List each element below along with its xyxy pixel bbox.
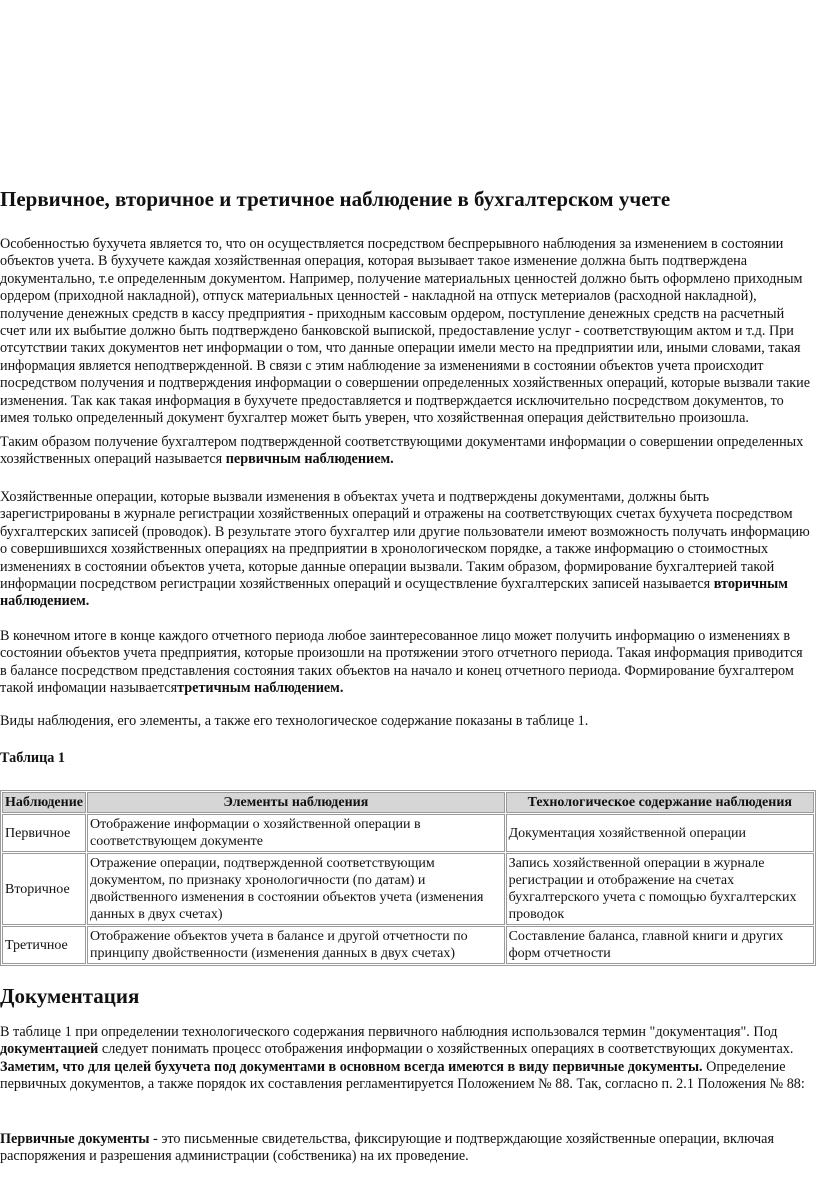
table-cell: Документация хозяйственной операции xyxy=(506,814,814,852)
documentation-term: документацией xyxy=(0,1041,99,1058)
table-cell: Запись хозяйственной операции в журнале регистрации и отображение на счетах бухгалтерского учета с помощью бухгалтерских проводок xyxy=(506,853,814,925)
tertiary-observation-term: третичным наблюдением. xyxy=(177,680,344,697)
primary-observation-text: Таким образом получение бухгалтером подтвержденной соответствующими документами информации о совершении определенных хозяйственных операций называется xyxy=(0,434,804,468)
table-cell: Отражение операции, подтвержденной соответствующим документом, по признаку хронологичности (по датам) и двойственного изменения в состоянии объектов учета (изменения данных в двух счетах) xyxy=(87,853,505,925)
table-row xyxy=(2,814,814,852)
documentation-paragraph xyxy=(0,1024,812,1094)
table-header-cell: Элементы наблюдения xyxy=(87,792,505,813)
secondary-observation-paragraph xyxy=(0,489,812,611)
table-cell: Отображение информации о хозяйственной операции в соответствующем документе xyxy=(87,814,505,852)
table-header-cell: Технологическое содержание наблюдения xyxy=(506,792,814,813)
intro-paragraph: Особенностью бухучета является то, что он осуществляется посредством беспрерывного наблюдения за изменением в состоянии объектов учета. В бухучете каждая хозяйственная операция, которая вызывает такое изменение должна быть подтверждена документально, т.е определенным документом. Например, получение материальных ценностей должно быть оформлено приходным ордером (приходной накладной), отпуск материальных ценностей - накладной на отпуск метериалов (расходной накладной), получение денежных средств в кассу предприятия - приходным кассовым ордером, поступление денежных средств на расчетный счет или их выбытие должно быть подтверждено банковской выпиской, предоставление услуг - соответствующим актом и т.д. При отсутствии таких документов нет информации о том, что данные операции имели место на предприятии или, иными словами, такая информация является неподтвержденной. В связи с этим наблюдение за изменениями в состоянии объектов учета происходит посредством получения и подтверждения информации о совершении определенных хозяйственных операций, которые вызвали такие изменения. Так как такая информация в бухучете предоставляется и подтверждается исключительно посредством документов, то имея только определенный документ бухгалтер может быть уверен, что хозяйственная операция действительно произошла. xyxy=(0,236,811,427)
table-header-cell: Наблюдение xyxy=(2,792,86,813)
observation-table xyxy=(0,790,816,966)
documentation-note: Заметим, что для целей бухучета под документами в основном всегда имеются в виду первичные документы. xyxy=(0,1058,703,1075)
table-row xyxy=(2,926,814,964)
table-cell: Третичное xyxy=(2,926,86,964)
table-cell: Первичное xyxy=(2,814,86,852)
page-title: Первичное, вторичное и третичное наблюдение в бухгалтерском учете xyxy=(0,187,671,211)
table-cell: Отображение объектов учета в балансе и другой отчетности по принципу двойственности (изменения данных в двух счетах) xyxy=(87,926,505,964)
secondary-observation-text: Хозяйственные операции, которые вызвали изменения в объектах учета и подтверждены документами, должны быть зарегистрированы в журнале регистрации хозяйственных операций и отражены на соответствующих счетах бухучета посредством бухгалтерских записей (проводок). В результате этого бухгалтер или другие пользователи имеют возможность получать информацию о совершившихся хозяйственных операциях на предприятии в хронологическом порядке, а также информацию о стоимостных изменениях в состоянии объектов учета, которые данные операции вызвали. Таким образом, формирование бухгалтерией такой информации посредством регистрации хозяйственных операций и осуществление бухгалтерских записей называется xyxy=(0,489,810,593)
table-row xyxy=(2,853,814,925)
table-cell: Вторичное xyxy=(2,853,86,925)
primary-documents-term: Первичные документы xyxy=(0,1131,150,1147)
primary-documents-text: - это письменные свидетельства, фиксирующие и подтверждающие хозяйственные операции, включая распоряжения и разрешения администрации (собственика) на их проведение. xyxy=(0,1131,774,1165)
primary-observation-paragraph xyxy=(0,434,812,469)
table-label: Таблица 1 xyxy=(0,750,65,766)
documentation-text: Определение первичных документов, а также порядок их составления регламентируется Положением № 88. Так, согласно п. 2.1 Положения № 88: xyxy=(0,1058,805,1093)
table-cell: Составление баланса, главной книги и других форм отчетности xyxy=(506,926,814,964)
table-intro-paragraph: Виды наблюдения, его элементы, а также его технологическое содержание показаны в таблице 1. xyxy=(0,713,589,729)
secondary-observation-term: вторичным наблюдением. xyxy=(0,576,788,610)
documentation-text: следует понимать процесс отображения информации о хозяйственных операциях в соответствующих документах. xyxy=(98,1041,794,1058)
table-header-row xyxy=(2,792,814,813)
primary-observation-term: первичным наблюдением. xyxy=(225,451,394,468)
section-title: Документация xyxy=(0,984,140,1008)
tertiary-observation-paragraph xyxy=(0,628,812,698)
tertiary-observation-text: В конечном итоге в конце каждого отчетного периода любое заинтересованное лицо может получить информацию о изменениях в состоянии объектов учета предприятия, которые произошли на протяжении этого отчетного периода. Такая информация приводится в балансе посредством представления состояния таких объектов на начало и конец отчетного периода. Формирование бухгалтером такой инфомации называется xyxy=(0,628,803,697)
primary-documents-paragraph xyxy=(0,1131,812,1166)
documentation-text: В таблице 1 при определении технологического содержания первичного наблюдния использовался термин "документация". Под xyxy=(0,1024,778,1040)
